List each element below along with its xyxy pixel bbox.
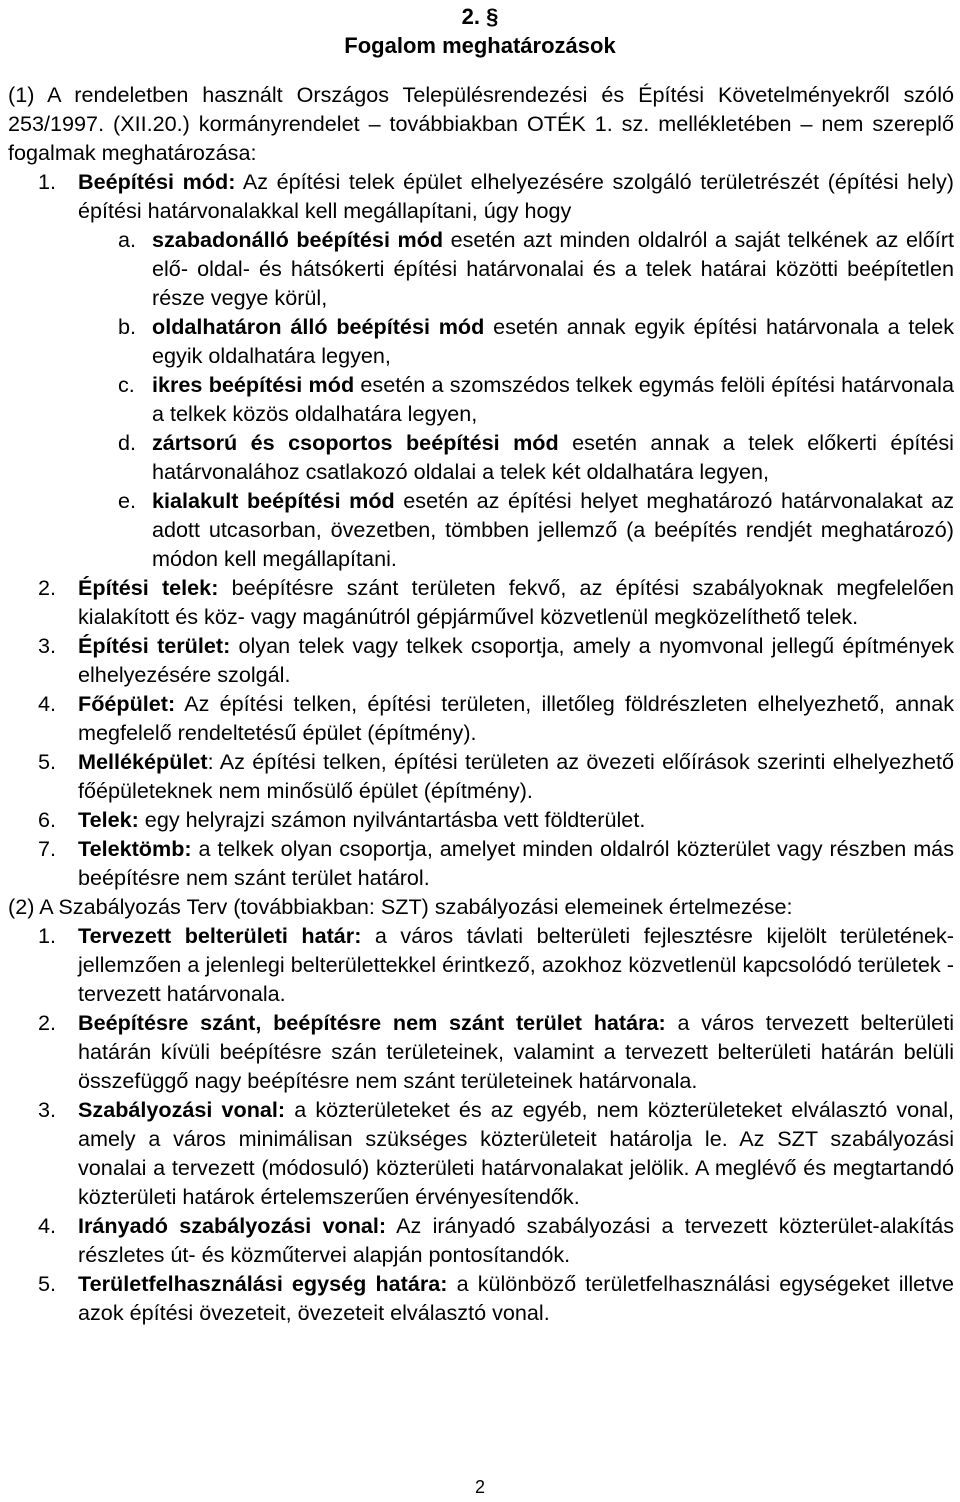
item-term: Tervezett belterületi határ:: [78, 923, 362, 948]
item-body: olyan telek vagy telkek csoportja, amely a nyomvonal jellegű építmények elhelyezésére szolgál.: [78, 633, 954, 687]
item-text: [78, 921, 954, 1008]
item-body: Az építési telken, építési területen, illetőleg földrészleten elhelyezhető, annak megfelelő rendeltetésű épület (építmény).: [78, 691, 954, 745]
paragraph-2-intro: (2) A Szabályozás Terv (továbbiakban: SZT) szabályozási elemeinek értelmezése:: [8, 894, 793, 919]
sub-item-text: [152, 312, 954, 370]
sub-item-letter: b.: [118, 314, 137, 339]
item-term: Szabályozási vonal:: [78, 1097, 286, 1122]
item-body: a közterületeket és az egyéb, nem közterületeket elválasztó vonal, amely a város minimálisan szükséges közterületeit határolja le. Az SZT szabályozási vonalai a tervezett (módosuló) közterületi határvonalakat jelölik. A meglévő és megtartandó közterületi határok értelemszerűen érvényesítendők.: [78, 1097, 954, 1209]
item-number: 5.: [38, 749, 57, 774]
item-text: [78, 1095, 954, 1211]
item-term: oldalhatáron álló beépítési mód: [152, 314, 485, 339]
item-text: [78, 805, 954, 834]
item-body: a telkek olyan csoportja, amelyet minden oldalról közterület vagy részben más beépítésre nem szánt terület határol.: [78, 836, 954, 890]
item-term: Főépület:: [78, 691, 176, 716]
item-number: 3.: [38, 1097, 57, 1122]
item-body: a város távlati belterületi fejlesztésre kijelölt területének- jellemzően a jelenlegi belterülettekkel érintkező, azokhoz közvetlenül kapcsolódó területek - tervezett határvonala.: [78, 923, 954, 1006]
definition-item: [8, 1269, 954, 1327]
item-body: beépítésre szánt területen fekvő, az építési szabályoknak megfelelően kialakított és köz- vagy magánútról gépjárművel közvetlenül megközelíthető telek.: [78, 575, 954, 629]
item-number: 2.: [38, 575, 57, 600]
item-term: Telektömb:: [78, 836, 192, 861]
item-body: a különböző területfelhasználási egységeket illetve azok építési övezeteit, övezeteit elválasztó vonal.: [78, 1271, 955, 1325]
item-term: Telek:: [78, 807, 139, 832]
definition-item: [8, 834, 954, 892]
sub-item-letter: e.: [118, 488, 137, 513]
page-number: 2: [474, 1477, 485, 1497]
item-number: 4.: [38, 691, 57, 716]
item-body: a város tervezett belterületi határán kívüli beépítésre szán területeinek, valamint a tervezett belterületi határán belüli összefüggő nagy beépítésre nem szánt területeinek határvonala.: [78, 1010, 954, 1093]
sub-item-letter: a.: [118, 227, 137, 252]
sub-item: [8, 428, 954, 486]
definition-item: [8, 573, 954, 631]
definition-item: [8, 1095, 954, 1211]
item-text: [78, 1008, 954, 1095]
definition-item: [8, 689, 954, 747]
sub-item-letter: c.: [118, 372, 135, 397]
item-term: Építési telek:: [78, 575, 219, 600]
item-term: szabadonálló beépítési mód: [152, 227, 444, 252]
item-number: 3.: [38, 633, 57, 658]
item-term: kialakult beépítési mód: [152, 488, 395, 513]
item-body: esetén annak egyik építési határvonala a telek egyik oldalhatára legyen,: [152, 314, 954, 368]
paragraph-1-intro: (1) A rendeletben használt Országos Településrendezési és Építési Követelményekről szóló 253/1997. (XII.20.) kormányrendelet – továbbiakban OTÉK 1. sz. mellékletében – nem szereplő fogalmak meghatározása:: [8, 82, 954, 165]
sub-item: [8, 225, 954, 312]
item-text: [78, 1211, 954, 1269]
definition-item: [8, 631, 954, 689]
item-term: ikres beépítési mód: [152, 372, 355, 397]
sub-item: [8, 312, 954, 370]
item-term: Beépítési mód:: [78, 169, 236, 194]
item-number: 2.: [38, 1010, 57, 1035]
item-body: esetén azt minden oldalról a saját telkének az előírt elő- oldal- és hátsókerti építési határvonalai és a telek határai közötti beépítetlen része vegye körül,: [152, 227, 954, 310]
item-body: esetén az építési helyet meghatározó határvonalakat az adott utcasorban, övezetben, tömbben jellemző (a beépítés rendjét meghatározó) módon kell megállapítani.: [152, 488, 954, 571]
item-body: Az irányadó szabályozási a tervezett közterület-alakítás részletes út- és közműtervei alapján pontosítandók.: [78, 1213, 954, 1267]
item-term: Építési terület:: [78, 633, 231, 658]
item-number: 1.: [38, 169, 57, 194]
sub-item-text: [152, 428, 954, 486]
item-term: Területfelhasználási egység határa:: [78, 1271, 448, 1296]
item-term: zártsorú és csoportos beépítési mód: [152, 430, 559, 455]
item-text: [78, 573, 954, 631]
definition-item: [8, 1211, 954, 1269]
item-term: Irányadó szabályozási vonal:: [78, 1213, 387, 1238]
item-term: Melléképület: [78, 749, 208, 774]
item-text: [78, 1269, 954, 1327]
definition-item: [8, 1008, 954, 1095]
item-number: 5.: [38, 1271, 57, 1296]
definition-item: [8, 805, 954, 834]
item-text: [78, 747, 954, 805]
section-title: Fogalom meghatározások: [344, 33, 616, 58]
item-body: : Az építési telken, építési területen az övezeti előírások szerinti elhelyezhető főépületeknek nem minősülő épület (építmény).: [78, 749, 954, 803]
item-number: 7.: [38, 836, 57, 861]
item-number: 6.: [38, 807, 57, 832]
section-header: [0, 0, 960, 60]
sub-item-text: [152, 370, 954, 428]
sub-item: [8, 370, 954, 428]
item-body: esetén annak a telek előkerti építési határvonalához csatlakozó oldalai a telek két oldalhatára legyen,: [152, 430, 954, 484]
item-body: Az építési telek épület elhelyezésére szolgáló területrészét (építési hely) építési határvonalakkal kell megállapítani, úgy hogy: [78, 169, 954, 223]
item-body: egy helyrajzi számon nyilvántartásba vett földterület.: [138, 807, 646, 832]
item-term: Beépítésre szánt, beépítésre nem szánt terület határa:: [78, 1010, 666, 1035]
section-number: 2. §: [461, 4, 499, 29]
item-body: esetén a szomszédos telkek egymás felöli építési határvonala a telkek közös oldalhatára legyen,: [152, 372, 954, 426]
item-text: [78, 834, 954, 892]
definition-item: [8, 921, 954, 1008]
document-body: [8, 80, 954, 1327]
item-number: 1.: [38, 923, 57, 948]
sub-item-text: [152, 225, 954, 312]
item-text: [78, 689, 954, 747]
sub-item-letter: d.: [118, 430, 137, 455]
sub-item-text: [152, 486, 954, 573]
item-text: [78, 631, 954, 689]
definition-item: [8, 747, 954, 805]
definition-item: [8, 167, 954, 225]
sub-item: [8, 486, 954, 573]
item-number: 4.: [38, 1213, 57, 1238]
item-text: [78, 167, 954, 225]
